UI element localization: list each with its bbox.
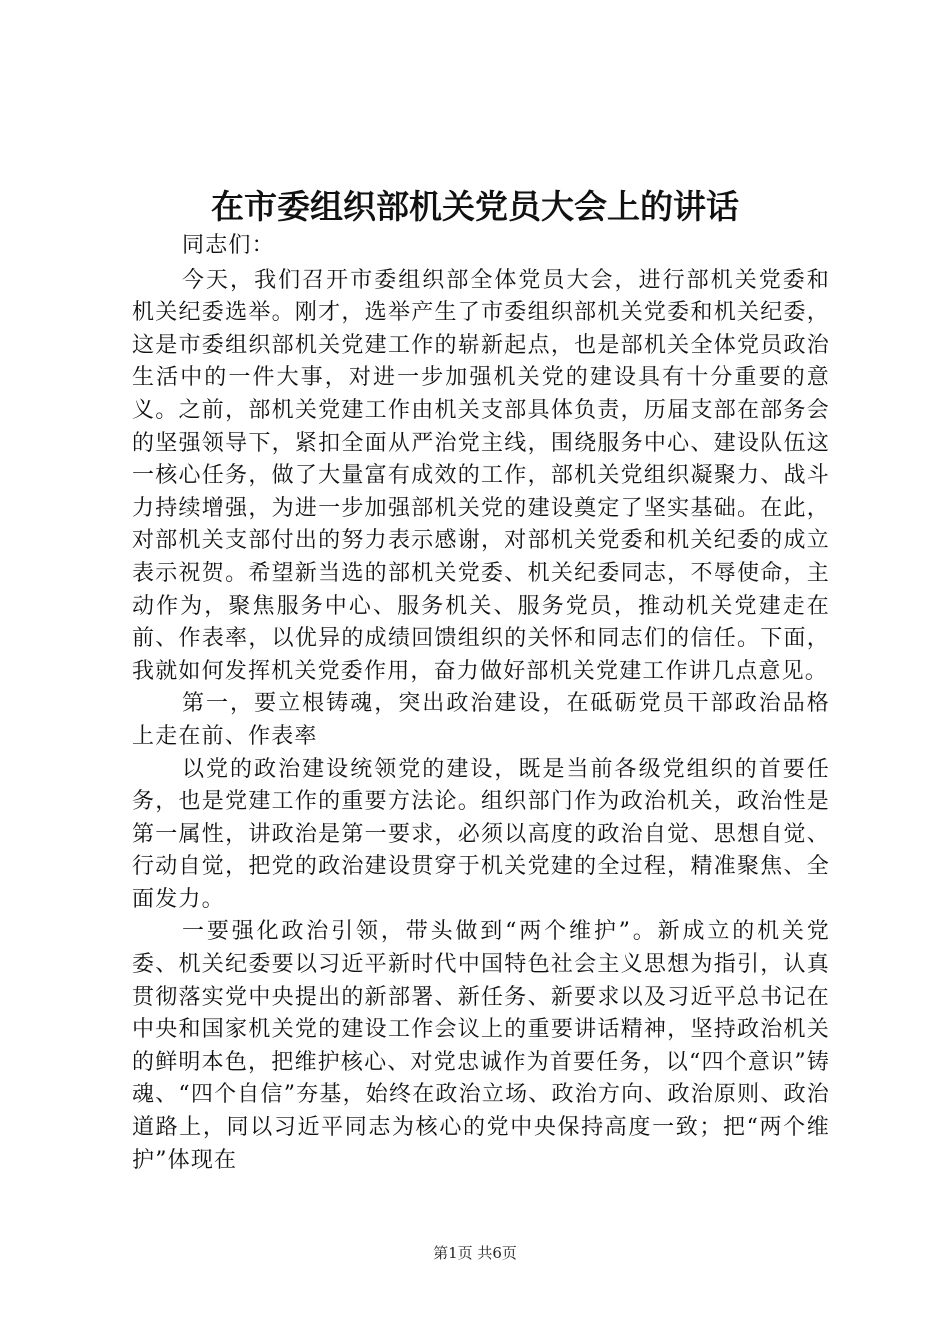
- paragraph-political-leadership: 一要强化政治引领，带头做到“两个维护”。新成立的机关党委、机关纪委要以习近平新时代中国特色社会主义思想为指引，认真贯彻落实党中央提出的新部署、新任务、新要求以及习近平总书记在中央和国家机关党的建设工作会议上的重要讲话精神，坚持政治机关的鲜明本色，把维护核心、对党忠诚作为首要任务，以“四个意识”铸魂、“四个自信”夯基，始终在政治立场、政治方向、政治原则、政治道路上，同以习近平同志为核心的党中央保持高度一致；把“两个维护”体现在: [132, 919, 830, 1173]
- document-title: 在市委组织部机关党员大会上的讲话: [211, 187, 739, 226]
- page-number-footer: 第1页 共6页: [433, 1244, 517, 1262]
- greeting-line: 同志们：: [182, 233, 275, 258]
- paragraph-opening: 今天，我们召开市委组织部全体党员大会，进行部机关党委和机关纪委选举。刚才，选举产生了市委组织部机关党委和机关纪委，这是市委组织部机关党建工作的崭新起点，也是部机关全体党员政治生活中的一件大事，对进一步加强机关党的建设具有十分重要的意义。之前，部机关党建工作由机关支部具体负责，历届支部在部务会的坚强领导下，紧扣全面从严治党主线，围绕服务中心、建设队伍这一核心任务，做了大量富有成效的工作，部机关党组织凝聚力、战斗力持续增强，为进一步加强部机关党的建设奠定了坚实基础。在此，对部机关支部付出的努力表示感谢，对部机关党委和机关纪委的成立表示祝贺。希望新当选的部机关党委、机关纪委同志，不辱使命，主动作为，聚焦服务中心、服务机关、服务党员，推动机关党建走在前、作表率，以优异的成绩回馈组织的关怀和同志们的信任。下面，我就如何发挥机关党委作用，奋力做好部机关党建工作讲几点意见。: [132, 267, 830, 684]
- paragraph-political-building: 以党的政治建设统领党的建设，既是当前各级党组织的首要任务，也是党建工作的重要方法论。组织部门作为政治机关，政治性是第一属性，讲政治是第一要求，必须以高度的政治自觉、思想自觉、行动自觉，把党的政治建设贯穿于机关党建的全过程，精准聚焦、全面发力。: [132, 756, 830, 912]
- section-heading-first: 第一，要立根铸魂，突出政治建设，在砥砺党员干部政治品格上走在前、作表率: [132, 691, 830, 749]
- document-body: [132, 230, 830, 1177]
